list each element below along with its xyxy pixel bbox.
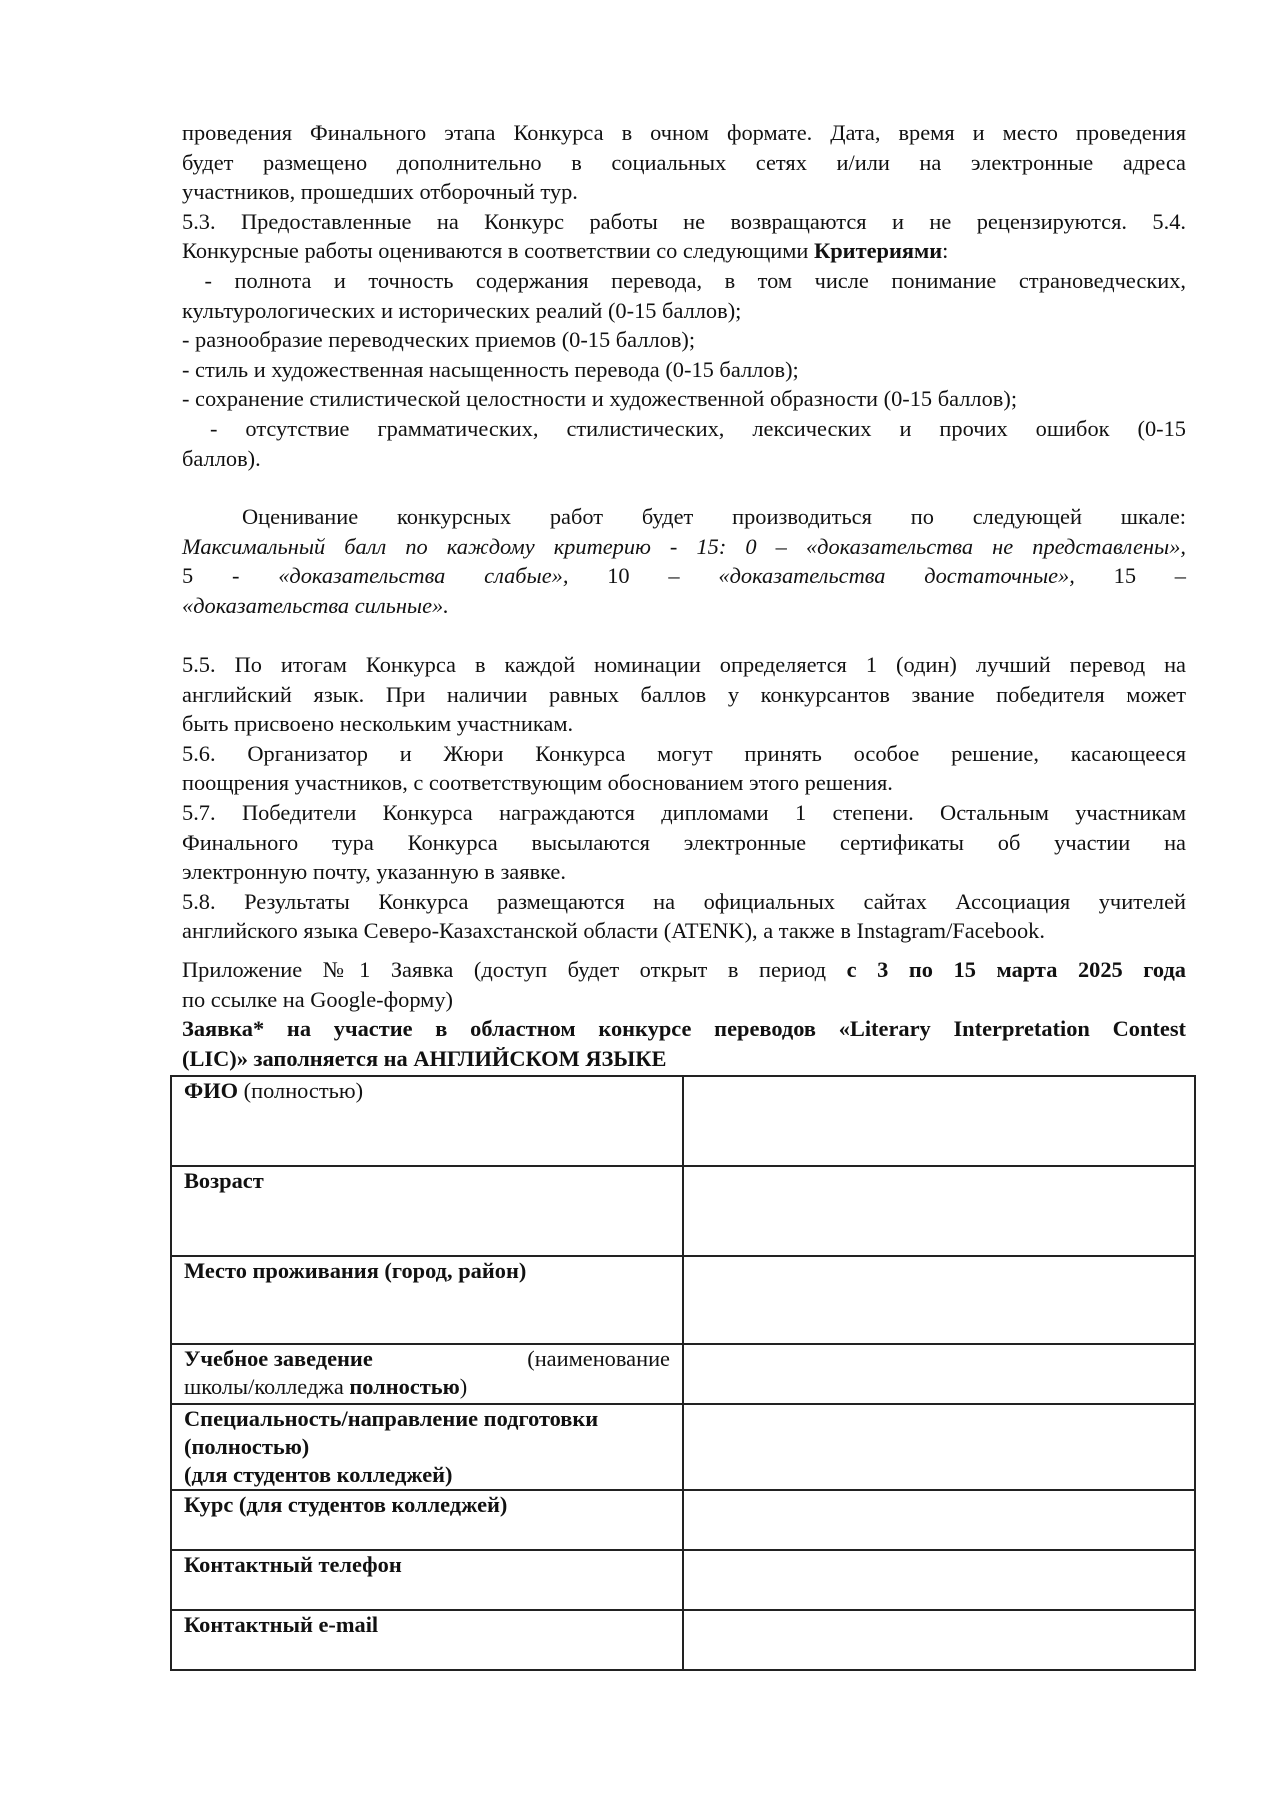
form-label-phone: Контактный телефон (171, 1550, 683, 1610)
form-label-school: Учебное заведение (наименование школы/колледжа полностью) (171, 1344, 683, 1404)
table-row (171, 1610, 1195, 1670)
form-title-cont: (LIC)» заполняется на АНГЛИЙСКОМ ЯЗЫКЕ (182, 1045, 667, 1071)
criterion-2: - разнообразие переводческих приемов (0-15 баллов); (182, 327, 696, 353)
appendix-line: Приложение №1 Заявка (доступ будет открыт в период с 3 по 15 марта 2025 года (182, 957, 1186, 982)
form-title: Заявка* на участие в областном конкурсе переводов «Literary Interpretation Contest (182, 1016, 1186, 1042)
appendix-section (182, 955, 1186, 1073)
table-row (171, 1256, 1195, 1344)
table-row (171, 1166, 1195, 1256)
form-field-school[interactable] (683, 1344, 1195, 1404)
criterion-5-cont: баллов). (182, 445, 261, 471)
criterion-1-cont: культурологических и исторических реалий (0-15 баллов); (182, 297, 742, 323)
table-row (171, 1344, 1195, 1404)
application-form-table (170, 1075, 1196, 1671)
table-row (171, 1550, 1195, 1610)
form-label-specialty: Специальность/направление подготовки (полностью) (для студентов колледжей) (171, 1404, 683, 1490)
criteria-label: Критериями (813, 238, 943, 264)
form-field-course[interactable] (683, 1490, 1195, 1550)
table-row (171, 1490, 1195, 1550)
clause-5-6: 5.6. Организатор и Жюри Конкурса могут принять особое решение, касающееся (182, 740, 1186, 766)
grading-intro: Оценивание конкурсных работ будет производиться по следующей шкале: (242, 504, 1186, 529)
form-label-course: Курс (для студентов колледжей) (171, 1490, 683, 1550)
form-label-residence: Место проживания (город, район) (171, 1256, 683, 1344)
appendix-line: по ссылке на Google-форму) (182, 986, 453, 1012)
grading-scale-line: Максимальный балл по каждому критерию - 15: 0 – «доказательства не представлены», (182, 533, 1186, 559)
clause-5-7: 5.7. Победители Конкурса награждаются дипломами 1 степени. Остальным участникам (182, 799, 1186, 825)
criterion-3: - стиль и художественная насыщенность перевода (0-15 баллов); (182, 356, 799, 382)
table-row (171, 1076, 1195, 1166)
criterion-1: - полнота и точность содержания перевода, в том числе понимание страноведческих, (182, 267, 1186, 293)
form-field-fio[interactable] (683, 1076, 1195, 1166)
clause-5-4: Конкурсные работы оцениваются в соответствии со следующими Критериями: (182, 238, 949, 264)
form-field-phone[interactable] (683, 1550, 1195, 1610)
results-section: 5.5. По итогам Конкурса в каждой номинации определяется 1 (один) лучший перевод на английский язык. При наличии равных баллов у конкурсантов звание победителя может быть присвоено нескольким участникам. 5.6. Организатор и Жюри Конкурса могут принять особое решение, касающееся поощрения участников, с соответствующим обоснованием этого решения. 5.7. Победители Конкурса награждаются дипломами 1 степени. Остальным участникам Финального тура Конкурса высылаются электронные сертификаты об участии на электронную почту, указанную в заявке. 5.8. Результаты Конкурса размещаются на официальных сайтах Ассоциация учителей английского языка Северо-Казахстанской области (ATENK), а также в Instagram/Facebook. (182, 652, 1186, 944)
form-field-email[interactable] (683, 1610, 1195, 1670)
grading-scale-line: «доказательства сильные». (182, 592, 449, 618)
form-field-age[interactable] (683, 1166, 1195, 1256)
form-label-fio: ФИО (полностью) (171, 1076, 683, 1166)
criterion-5: - отсутствие грамматических, стилистических, лексических и прочих ошибок (0-15 (182, 415, 1186, 441)
form-label-age: Возраст (171, 1166, 683, 1256)
clause-5-5: 5.5. По итогам Конкурса в каждой номинации определяется 1 (один) лучший перевод на (182, 652, 1186, 677)
clause-5-3: 5.3. Предоставленные на Конкурс работы не возвращаются и не рецензируются. 5.4. (182, 208, 1186, 234)
form-field-residence[interactable] (683, 1256, 1195, 1344)
intro-line: будет размещено дополнительно в социальных сетях и/или на электронные адреса (182, 149, 1186, 175)
criterion-4: - сохранение стилистической целостности и художественной образности (0-15 баллов); (182, 386, 1018, 412)
appendix-dates: с 3 по 15 марта 2025 года (846, 957, 1186, 982)
intro-line: проведения Финального этапа Конкурса в очном формате. Дата, время и место проведения (182, 120, 1186, 145)
table-row (171, 1404, 1195, 1490)
clause-5-8: 5.8. Результаты Конкурса размещаются на официальных сайтах Ассоциация учителей (182, 888, 1186, 914)
form-label-email: Контактный e-mail (171, 1610, 683, 1670)
form-field-specialty[interactable] (683, 1404, 1195, 1490)
grading-section (182, 502, 1186, 620)
intro-section (182, 118, 1186, 473)
grading-scale-line: 5 - «доказательства слабые», 10 – «доказательства достаточные», 15 – (182, 563, 1186, 589)
intro-line: участников, прошедших отборочный тур. (182, 179, 578, 205)
